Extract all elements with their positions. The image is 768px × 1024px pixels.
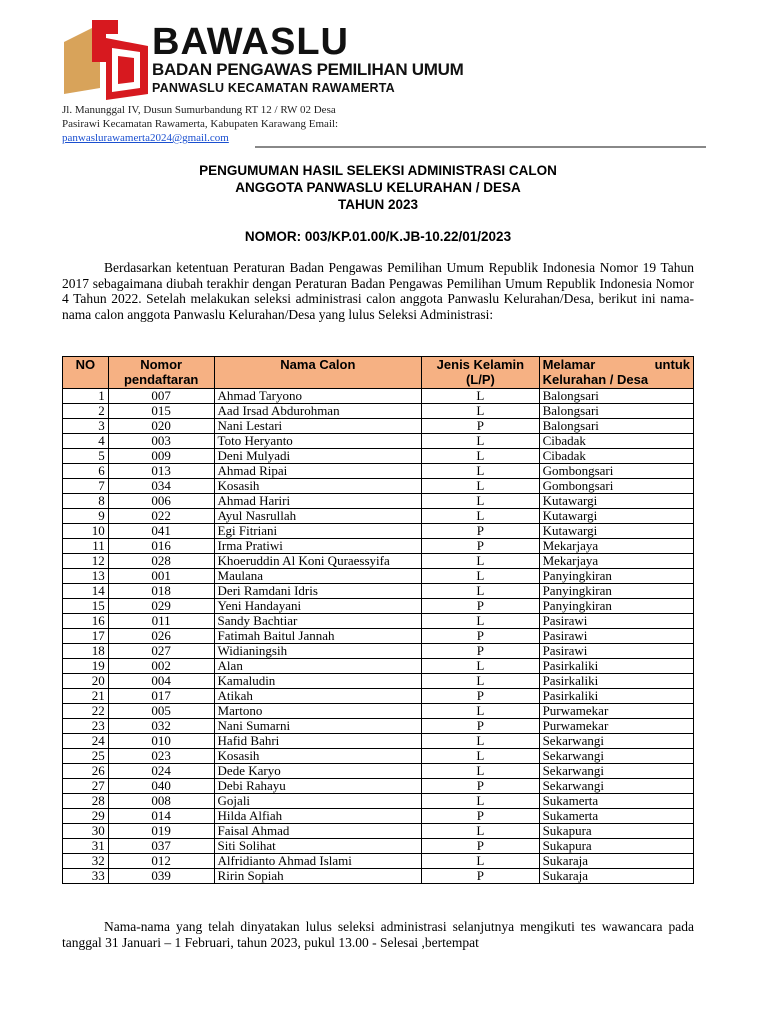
cell-no: 6	[63, 464, 109, 479]
cell-nomor: 040	[108, 779, 214, 794]
cell-nama: Ahmad Hariri	[214, 494, 422, 509]
cell-jenis-kelamin: P	[422, 719, 539, 734]
cell-no: 25	[63, 749, 109, 764]
cell-kelurahan: Pasirkaliki	[539, 659, 693, 674]
cell-nama: Ahmad Ripai	[214, 464, 422, 479]
cell-nomor: 028	[108, 554, 214, 569]
header-kel-line2: Kelurahan / Desa	[542, 372, 649, 387]
cell-kelurahan: Cibadak	[539, 449, 693, 464]
cell-nomor: 026	[108, 629, 214, 644]
cell-nomor: 034	[108, 479, 214, 494]
cell-no: 1	[63, 389, 109, 404]
cell-no: 18	[63, 644, 109, 659]
table-row	[63, 659, 694, 674]
cell-jenis-kelamin: L	[422, 479, 539, 494]
cell-jenis-kelamin: L	[422, 704, 539, 719]
table-row	[63, 419, 694, 434]
closing-paragraph: Nama-nama yang telah dinyatakan lulus seleksi administrasi selanjutnya mengikuti tes wawancara pada tanggal 31 Januari – 1 Februari, tahun 2023, pukul 13.00 - Selesai ,bertempat	[62, 919, 694, 950]
cell-no: 29	[63, 809, 109, 824]
table-row	[63, 764, 694, 779]
cell-nama: Debi Rahayu	[214, 779, 422, 794]
cell-nomor: 029	[108, 599, 214, 614]
cell-kelurahan: Balongsari	[539, 419, 693, 434]
cell-no: 9	[63, 509, 109, 524]
cell-kelurahan: Pasirawi	[539, 629, 693, 644]
cell-nomor: 013	[108, 464, 214, 479]
cell-nama: Nani Sumarni	[214, 719, 422, 734]
cell-no: 15	[63, 599, 109, 614]
cell-jenis-kelamin: L	[422, 794, 539, 809]
table-row	[63, 704, 694, 719]
cell-jenis-kelamin: P	[422, 779, 539, 794]
header-nomor-line1: Nomor	[140, 357, 183, 372]
cell-nomor: 012	[108, 854, 214, 869]
cell-jenis-kelamin: L	[422, 734, 539, 749]
cell-no: 3	[63, 419, 109, 434]
header-kel-word1: Melamar	[542, 357, 596, 372]
cell-no: 12	[63, 554, 109, 569]
cell-no: 27	[63, 779, 109, 794]
brand-block	[152, 21, 464, 96]
cell-kelurahan: Kutawargi	[539, 494, 693, 509]
cell-nomor: 020	[108, 419, 214, 434]
cell-kelurahan: Balongsari	[539, 389, 693, 404]
cell-nomor: 003	[108, 434, 214, 449]
cell-nama: Alfridianto Ahmad Islami	[214, 854, 422, 869]
cell-kelurahan: Panyingkiran	[539, 569, 693, 584]
cell-no: 20	[63, 674, 109, 689]
cell-nama: Martono	[214, 704, 422, 719]
cell-nama: Toto Heryanto	[214, 434, 422, 449]
cell-nomor: 039	[108, 869, 214, 884]
table-row	[63, 539, 694, 554]
cell-no: 21	[63, 689, 109, 704]
cell-jenis-kelamin: P	[422, 629, 539, 644]
table-row	[63, 479, 694, 494]
cell-no: 31	[63, 839, 109, 854]
cell-jenis-kelamin: P	[422, 644, 539, 659]
table-row	[63, 629, 694, 644]
cell-nomor: 015	[108, 404, 214, 419]
cell-jenis-kelamin: L	[422, 749, 539, 764]
table-row	[63, 749, 694, 764]
cell-kelurahan: Purwamekar	[539, 719, 693, 734]
table-row	[63, 719, 694, 734]
cell-nomor: 010	[108, 734, 214, 749]
cell-jenis-kelamin: P	[422, 869, 539, 884]
cell-kelurahan: Sukaraja	[539, 869, 693, 884]
table-row	[63, 824, 694, 839]
cell-no: 4	[63, 434, 109, 449]
cell-kelurahan: Kutawargi	[539, 524, 693, 539]
cell-no: 17	[63, 629, 109, 644]
cell-jenis-kelamin: L	[422, 449, 539, 464]
cell-nomor: 004	[108, 674, 214, 689]
cell-nomor: 001	[108, 569, 214, 584]
table-body	[63, 389, 694, 884]
cell-jenis-kelamin: P	[422, 419, 539, 434]
table-row	[63, 389, 694, 404]
table-row	[63, 464, 694, 479]
cell-jenis-kelamin: L	[422, 569, 539, 584]
cell-no: 33	[63, 869, 109, 884]
cell-kelurahan: Sukamerta	[539, 809, 693, 824]
table-row	[63, 569, 694, 584]
cell-kelurahan: Sekarwangi	[539, 749, 693, 764]
cell-no: 7	[63, 479, 109, 494]
cell-nomor: 007	[108, 389, 214, 404]
header-no: NO	[63, 357, 109, 389]
cell-kelurahan: Panyingkiran	[539, 584, 693, 599]
cell-kelurahan: Panyingkiran	[539, 599, 693, 614]
cell-jenis-kelamin: P	[422, 599, 539, 614]
cell-nomor: 005	[108, 704, 214, 719]
table-row	[63, 449, 694, 464]
cell-no: 14	[63, 584, 109, 599]
cell-jenis-kelamin: P	[422, 524, 539, 539]
cell-nomor: 006	[108, 494, 214, 509]
cell-jenis-kelamin: P	[422, 839, 539, 854]
cell-nama: Ririn Sopiah	[214, 869, 422, 884]
cell-nama: Deri Ramdani Idris	[214, 584, 422, 599]
cell-no: 30	[63, 824, 109, 839]
cell-nomor: 016	[108, 539, 214, 554]
cell-nama: Kamaludin	[214, 674, 422, 689]
cell-jenis-kelamin: P	[422, 539, 539, 554]
cell-no: 28	[63, 794, 109, 809]
table-row	[63, 794, 694, 809]
address-line-1: Jl. Manunggal IV, Dusun Sumurbandung RT 12 / RW 02 Desa	[62, 104, 336, 116]
cell-no: 10	[63, 524, 109, 539]
cell-nomor: 008	[108, 794, 214, 809]
table-row	[63, 554, 694, 569]
cell-no: 5	[63, 449, 109, 464]
email-link[interactable]: panwaslurawamerta2024@gmail.com	[62, 132, 229, 144]
bawaslu-logo	[60, 18, 152, 100]
cell-nomor: 041	[108, 524, 214, 539]
cell-nama: Hafid Bahri	[214, 734, 422, 749]
table-row	[63, 674, 694, 689]
cell-kelurahan: Sukaraja	[539, 854, 693, 869]
cell-jenis-kelamin: L	[422, 584, 539, 599]
cell-no: 26	[63, 764, 109, 779]
address-line-2: Pasirawi Kecamatan Rawamerta, Kabupaten Karawang Email:	[62, 118, 339, 130]
cell-nama: Siti Solihat	[214, 839, 422, 854]
cell-nomor: 017	[108, 689, 214, 704]
cell-jenis-kelamin: L	[422, 494, 539, 509]
cell-nomor: 024	[108, 764, 214, 779]
intro-paragraph: Berdasarkan ketentuan Peraturan Badan Pengawas Pemilihan Umum Republik Indonesia Nomor 19 Tahun 2017 sebagaimana diubah terakhir dengan Peraturan Badan Pengawas Pemilihan Umum Republik Indonesia Nomor 4 Tahun 2022. Setelah melakukan seleksi administrasi calon anggota Panwaslu Kelurahan/Desa, berikut ini nama-nama calon anggota Panwaslu Kelurahan/Desa yang lulus Seleksi Administrasi:	[62, 260, 694, 322]
cell-no: 24	[63, 734, 109, 749]
cell-nama: Gojali	[214, 794, 422, 809]
cell-nama: Kosasih	[214, 749, 422, 764]
header-kel-line1	[543, 357, 690, 372]
cell-jenis-kelamin: P	[422, 809, 539, 824]
cell-kelurahan: Gombongsari	[539, 464, 693, 479]
cell-nama: Deni Mulyadi	[214, 449, 422, 464]
table-row	[63, 869, 694, 884]
cell-kelurahan: Sukapura	[539, 839, 693, 854]
cell-jenis-kelamin: L	[422, 674, 539, 689]
table-row	[63, 509, 694, 524]
table-row	[63, 494, 694, 509]
cell-nama: Widianingsih	[214, 644, 422, 659]
cell-nama: Ayul Nasrullah	[214, 509, 422, 524]
address-block	[62, 103, 462, 145]
table-row	[63, 434, 694, 449]
table-row	[63, 599, 694, 614]
cell-nama: Nani Lestari	[214, 419, 422, 434]
cell-kelurahan: Pasirkaliki	[539, 689, 693, 704]
cell-jenis-kelamin: L	[422, 389, 539, 404]
org-unit: PANWASLU KECAMATAN RAWAMERTA	[152, 81, 395, 95]
cell-jenis-kelamin: L	[422, 764, 539, 779]
table-row	[63, 734, 694, 749]
cell-jenis-kelamin: L	[422, 614, 539, 629]
cell-kelurahan: Purwamekar	[539, 704, 693, 719]
cell-no: 2	[63, 404, 109, 419]
header-nomor-line2: pendaftaran	[123, 372, 199, 387]
cell-kelurahan: Pasirkaliki	[539, 674, 693, 689]
table-row	[63, 614, 694, 629]
cell-nomor: 018	[108, 584, 214, 599]
cell-kelurahan: Mekarjaya	[539, 554, 693, 569]
cell-no: 16	[63, 614, 109, 629]
cell-nomor: 027	[108, 644, 214, 659]
cell-kelurahan: Sukamerta	[539, 794, 693, 809]
cell-nama: Faisal Ahmad	[214, 824, 422, 839]
cell-kelurahan: Pasirawi	[539, 614, 693, 629]
cell-kelurahan: Cibadak	[539, 434, 693, 449]
table-row	[63, 779, 694, 794]
table-row	[63, 644, 694, 659]
document-title	[62, 162, 694, 213]
cell-nama: Yeni Handayani	[214, 599, 422, 614]
cell-nama: Ahmad Taryono	[214, 389, 422, 404]
cell-nomor: 022	[108, 509, 214, 524]
cell-nama: Atikah	[214, 689, 422, 704]
cell-kelurahan: Sekarwangi	[539, 734, 693, 749]
cell-nomor: 032	[108, 719, 214, 734]
cell-jenis-kelamin: L	[422, 509, 539, 524]
results-table	[62, 356, 694, 884]
table-row	[63, 524, 694, 539]
table-row	[63, 839, 694, 854]
cell-no: 22	[63, 704, 109, 719]
cell-nama: Irma Pratiwi	[214, 539, 422, 554]
cell-no: 32	[63, 854, 109, 869]
header-kelurahan	[539, 357, 693, 389]
cell-nama: Dede Karyo	[214, 764, 422, 779]
cell-kelurahan: Sekarwangi	[539, 779, 693, 794]
cell-kelurahan: Balongsari	[539, 404, 693, 419]
cell-nomor: 023	[108, 749, 214, 764]
cell-nomor: 011	[108, 614, 214, 629]
cell-nomor: 009	[108, 449, 214, 464]
cell-nama: Sandy Bachtiar	[214, 614, 422, 629]
cell-kelurahan: Mekarjaya	[539, 539, 693, 554]
cell-kelurahan: Gombongsari	[539, 479, 693, 494]
cell-jenis-kelamin: L	[422, 659, 539, 674]
table-row	[63, 809, 694, 824]
cell-kelurahan: Kutawargi	[539, 509, 693, 524]
cell-nomor: 019	[108, 824, 214, 839]
title-line-2: ANGGOTA PANWASLU KELURAHAN / DESA	[235, 180, 521, 195]
header-nomor-pendaftaran	[108, 357, 214, 389]
cell-nama: Egi Fitriani	[214, 524, 422, 539]
cell-no: 13	[63, 569, 109, 584]
title-line-3: TAHUN 2023	[337, 197, 419, 212]
header-nama-calon: Nama Calon	[214, 357, 422, 389]
header-jk-line1: Jenis Kelamin	[436, 357, 525, 372]
cell-jenis-kelamin: L	[422, 404, 539, 419]
cell-nama: Alan	[214, 659, 422, 674]
cell-nama: Kosasih	[214, 479, 422, 494]
title-line-1: PENGUMUMAN HASIL SELEKSI ADMINISTRASI CALON	[199, 163, 557, 178]
cell-jenis-kelamin: L	[422, 854, 539, 869]
document-number: NOMOR: 003/KP.01.00/K.JB-10.22/01/2023	[244, 229, 512, 244]
table-row	[63, 404, 694, 419]
cell-nomor: 037	[108, 839, 214, 854]
cell-nama: Hilda Alfiah	[214, 809, 422, 824]
logo-red-inner	[118, 56, 134, 84]
cell-kelurahan: Sukapura	[539, 824, 693, 839]
cell-nama: Maulana	[214, 569, 422, 584]
table-row	[63, 689, 694, 704]
org-full-name: BADAN PENGAWAS PEMILIHAN UMUM	[152, 60, 464, 79]
cell-no: 23	[63, 719, 109, 734]
header-jk-line2: (L/P)	[465, 372, 495, 387]
cell-jenis-kelamin: L	[422, 554, 539, 569]
cell-nomor: 002	[108, 659, 214, 674]
cell-kelurahan: Sekarwangi	[539, 764, 693, 779]
cell-nomor: 014	[108, 809, 214, 824]
table-row	[63, 854, 694, 869]
cell-jenis-kelamin: L	[422, 824, 539, 839]
table-header-row	[63, 357, 694, 389]
header-kel-word2: untuk	[654, 357, 690, 372]
cell-kelurahan: Pasirawi	[539, 644, 693, 659]
header-jenis-kelamin	[422, 357, 539, 389]
cell-nama: Fatimah Baitul Jannah	[214, 629, 422, 644]
cell-no: 8	[63, 494, 109, 509]
cell-nama: Khoeruddin Al Koni Quraessyifa	[214, 554, 422, 569]
cell-jenis-kelamin: L	[422, 434, 539, 449]
header-divider	[255, 146, 706, 148]
org-name: BAWASLU	[152, 21, 349, 63]
cell-jenis-kelamin: P	[422, 689, 539, 704]
cell-no: 19	[63, 659, 109, 674]
cell-jenis-kelamin: L	[422, 464, 539, 479]
cell-nama: Aad Irsad Abdurohman	[214, 404, 422, 419]
cell-no: 11	[63, 539, 109, 554]
table-row	[63, 584, 694, 599]
